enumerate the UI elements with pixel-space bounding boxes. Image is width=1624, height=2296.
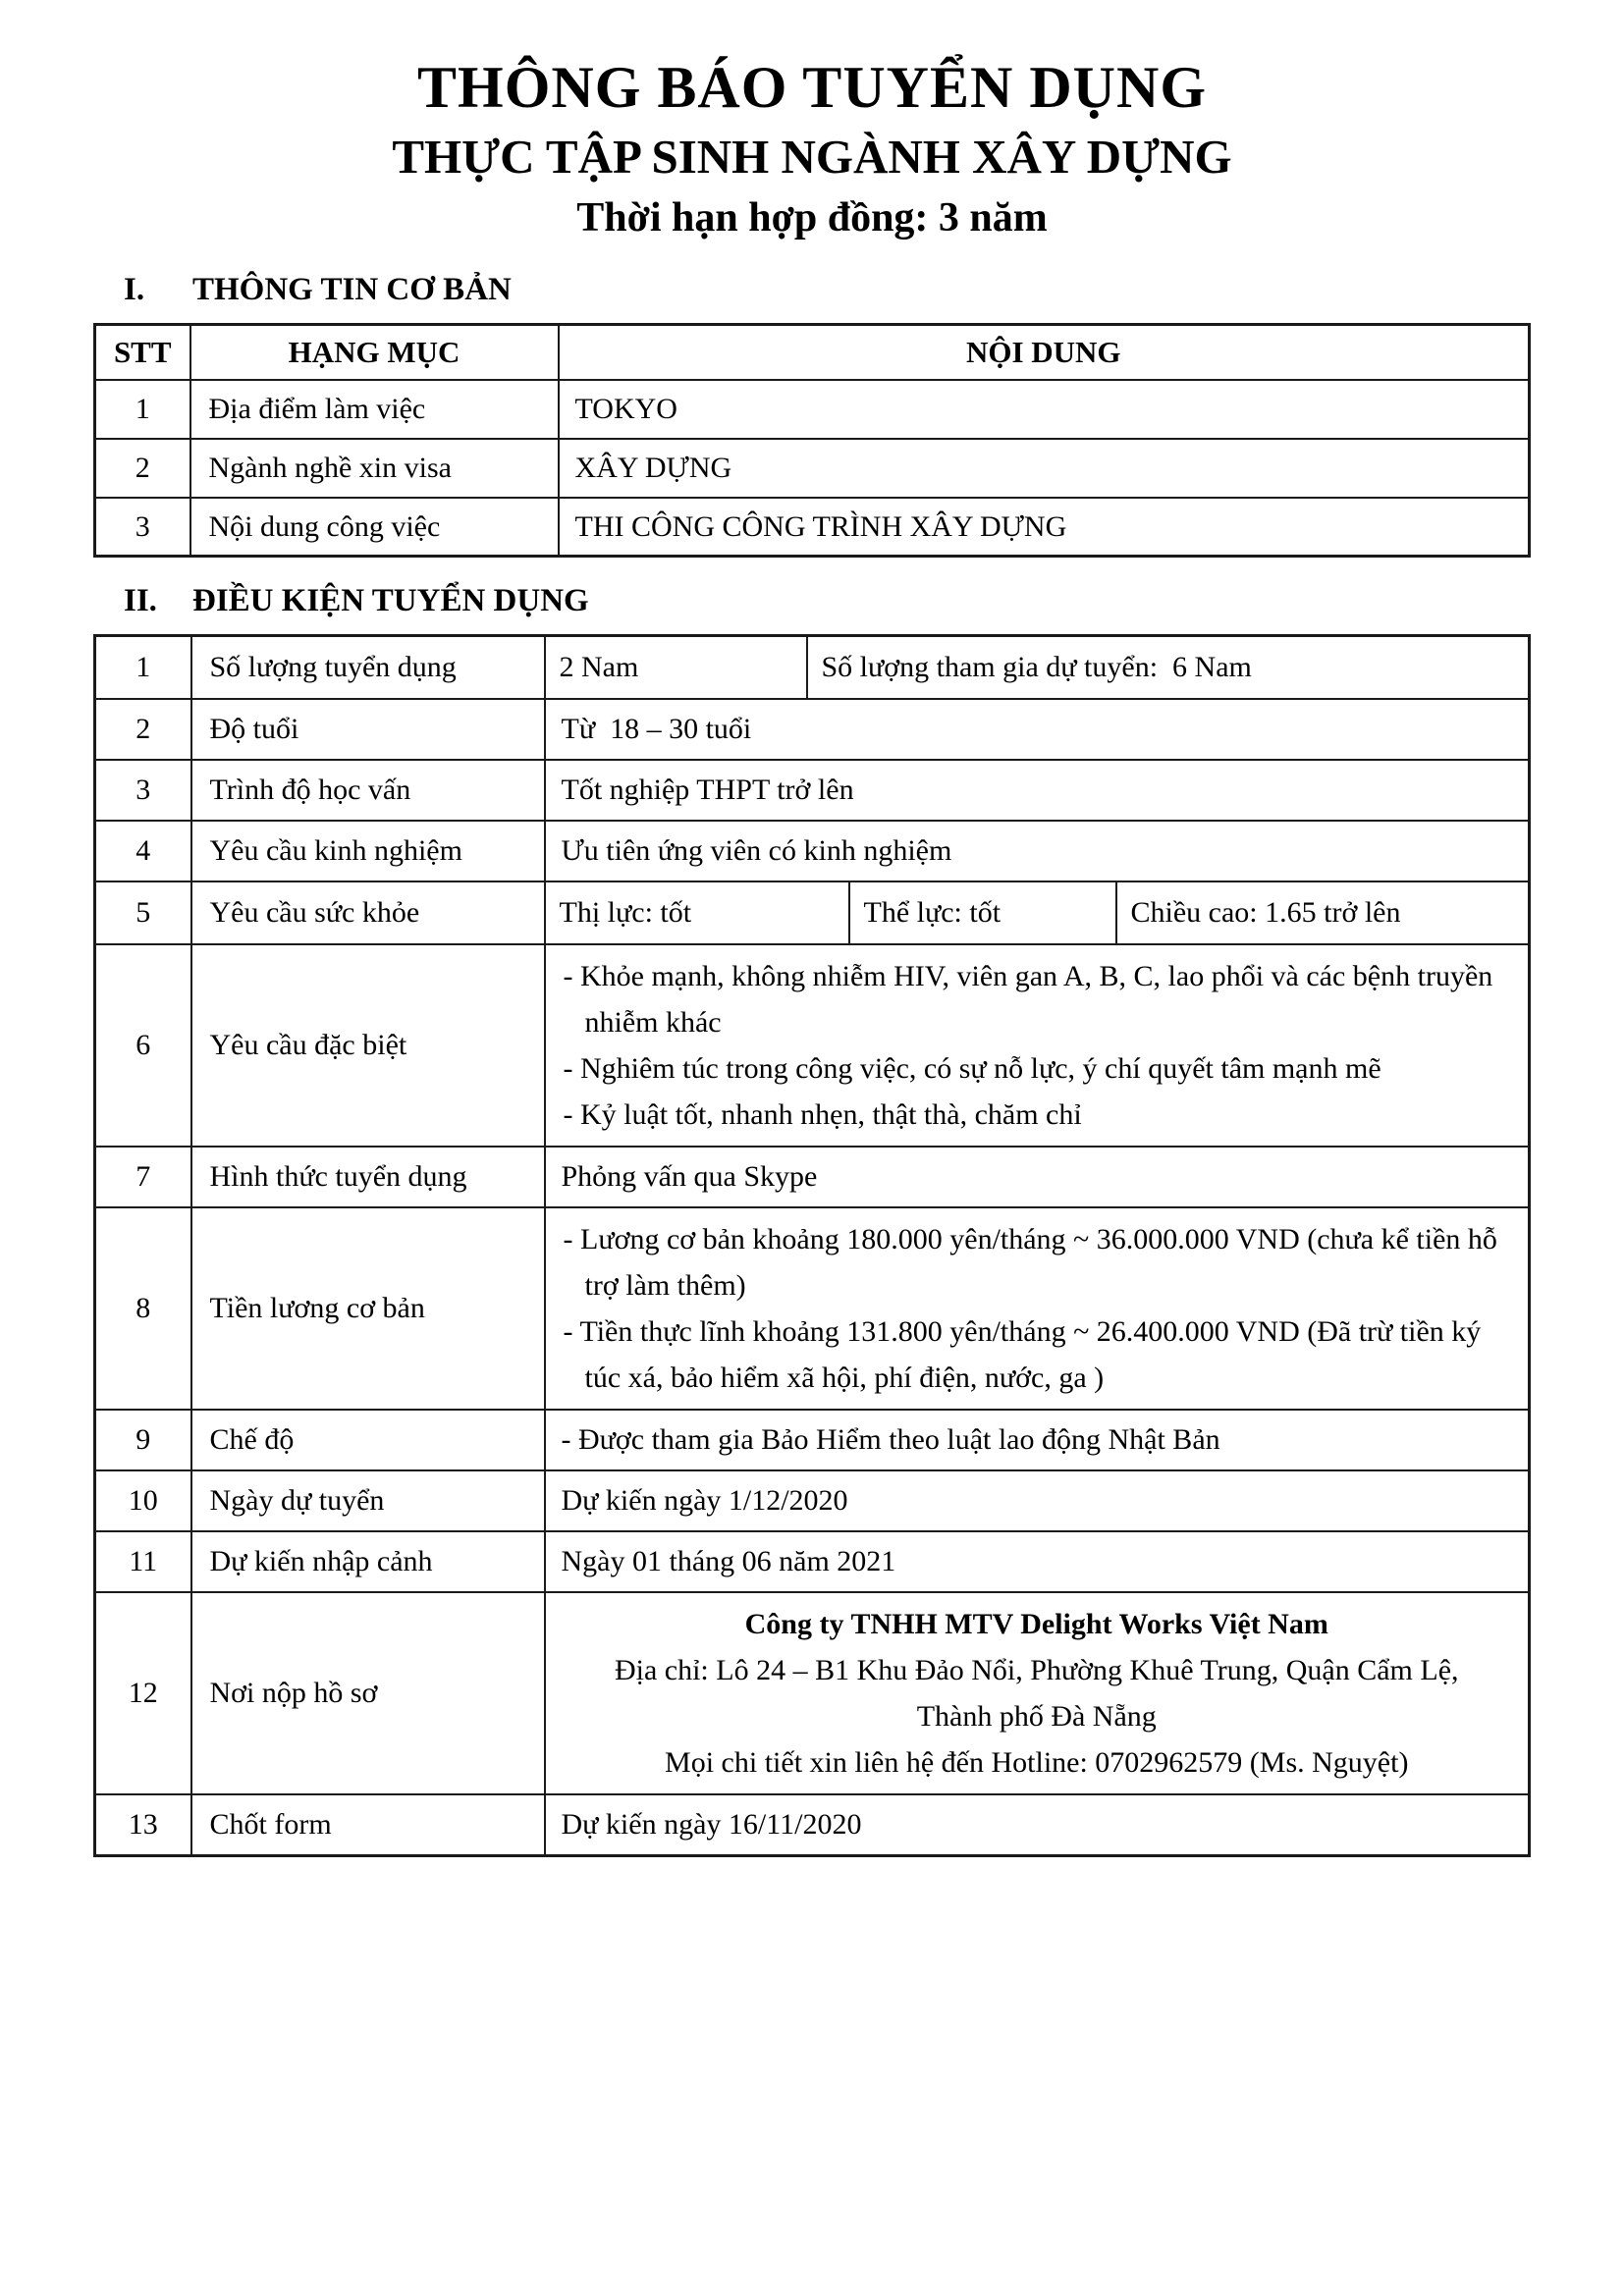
section-2-heading bbox=[124, 583, 1624, 619]
row-stt: 7 bbox=[95, 1147, 191, 1207]
fitness-cell: Thể lực: tốt bbox=[848, 882, 1115, 943]
row-stt: 11 bbox=[95, 1531, 191, 1592]
row-stt: 6 bbox=[95, 944, 191, 1147]
table-row bbox=[95, 760, 1530, 821]
title-block bbox=[0, 0, 1624, 246]
row-value: Tốt nghiệp THPT trở lên bbox=[545, 760, 1530, 821]
height-cell: Chiều cao: 1.65 trở lên bbox=[1115, 882, 1529, 943]
row-label: Yêu cầu đặc biệt bbox=[191, 944, 545, 1147]
table-row bbox=[95, 1147, 1530, 1207]
special-requirement-item: - Khỏe mạnh, không nhiễm HIV, viên gan A, B, C, lao phổi và các bệnh truyền nhiễm khác bbox=[563, 960, 1500, 1040]
row-label: Trình độ học vấn bbox=[191, 760, 545, 821]
row-stt: 1 bbox=[95, 380, 190, 439]
row-value bbox=[545, 881, 1530, 944]
row-value bbox=[545, 1207, 1530, 1410]
section-2-title: ĐIỀU KIỆN TUYỂN DỤNG bbox=[192, 583, 589, 619]
row-value: Ưu tiên ứng viên có kinh nghiệm bbox=[545, 821, 1530, 881]
row-label: Độ tuổi bbox=[191, 699, 545, 760]
row-stt: 5 bbox=[95, 881, 191, 944]
row-value bbox=[545, 944, 1530, 1147]
quantity-cell: 2 Nam bbox=[559, 651, 639, 684]
basic-info-table bbox=[93, 323, 1531, 558]
document-title: THÔNG BÁO TUYỂN DỤNG bbox=[417, 55, 1207, 120]
table-row bbox=[95, 944, 1530, 1147]
participants-cell: Số lượng tham gia dự tuyển: 6 Nam bbox=[806, 637, 1529, 698]
row-label: Chốt form bbox=[191, 1794, 545, 1855]
row-value bbox=[545, 636, 1530, 700]
row-value: TOKYO bbox=[559, 380, 1530, 439]
salary-item: - Tiền thực lĩnh khoảng 131.800 yên/tháng ~ 26.400.000 VND (Đã trừ tiền ký túc xá, bảo hiểm xã hội, phí điện, nước, ga ) bbox=[563, 1315, 1489, 1395]
document-subtitle: THỰC TẬP SINH NGÀNH XÂY DỰNG bbox=[392, 130, 1232, 184]
row-stt: 12 bbox=[95, 1592, 191, 1794]
row-stt: 13 bbox=[95, 1794, 191, 1855]
row-value bbox=[545, 1592, 1530, 1794]
row-label: Địa điểm làm việc bbox=[190, 380, 559, 439]
row-stt: 3 bbox=[95, 498, 190, 557]
table-row bbox=[95, 1531, 1530, 1592]
header-noi-dung: NỘI DUNG bbox=[559, 325, 1530, 380]
row-label: Nơi nộp hồ sơ bbox=[191, 1592, 545, 1794]
special-requirement-item: - Nghiêm túc trong công việc, có sự nỗ lực, ý chí quyết tâm mạnh mẽ bbox=[563, 1052, 1381, 1086]
row-label: Dự kiến nhập cảnh bbox=[191, 1531, 545, 1592]
row-label: Yêu cầu kinh nghiệm bbox=[191, 821, 545, 881]
table-row bbox=[95, 821, 1530, 881]
row-stt: 3 bbox=[95, 760, 191, 821]
row-label: Tiền lương cơ bản bbox=[191, 1207, 545, 1410]
table-row bbox=[95, 636, 1530, 700]
row-stt: 2 bbox=[95, 699, 191, 760]
row-label: Ngành nghề xin visa bbox=[190, 439, 559, 498]
row-stt: 8 bbox=[95, 1207, 191, 1410]
split-cells bbox=[546, 637, 1529, 698]
table-row bbox=[95, 1207, 1530, 1410]
table-row bbox=[95, 881, 1530, 944]
row-stt: 9 bbox=[95, 1410, 191, 1470]
row-value: THI CÔNG CÔNG TRÌNH XÂY DỰNG bbox=[559, 498, 1530, 557]
row-value: Ngày 01 tháng 06 năm 2021 bbox=[545, 1531, 1530, 1592]
table-row bbox=[95, 1410, 1530, 1470]
company-name: Công ty TNHH MTV Delight Works Việt Nam bbox=[744, 1608, 1328, 1641]
section-2-number: II. bbox=[124, 583, 157, 619]
row-value: Dự kiến ngày 16/11/2020 bbox=[545, 1794, 1530, 1855]
special-requirement-item: - Kỷ luật tốt, nhanh nhẹn, thật thà, chăm chỉ bbox=[563, 1098, 1082, 1132]
salary-item: - Lương cơ bản khoảng 180.000 yên/tháng ~ 36.000.000 VND (chưa kể tiền hỗ trợ làm thêm) bbox=[563, 1223, 1505, 1303]
row-value: XÂY DỰNG bbox=[559, 439, 1530, 498]
contract-term: Thời hạn hợp đồng: 3 năm bbox=[576, 194, 1048, 240]
section-1-title: THÔNG TIN CƠ BẢN bbox=[192, 272, 512, 308]
row-stt: 2 bbox=[95, 439, 190, 498]
row-label: Chế độ bbox=[191, 1410, 545, 1470]
row-value: Phỏng vấn qua Skype bbox=[545, 1147, 1530, 1207]
vision-cell: Thị lực: tốt bbox=[559, 896, 692, 930]
row-stt: 10 bbox=[95, 1470, 191, 1531]
company-address-line-1: Địa chỉ: Lô 24 – B1 Khu Đảo Nổi, Phường Khuê Trung, Quận Cẩm Lệ, bbox=[614, 1654, 1459, 1687]
table-row bbox=[95, 1470, 1530, 1531]
table-row bbox=[95, 699, 1530, 760]
row-stt: 4 bbox=[95, 821, 191, 881]
table-row bbox=[95, 439, 1530, 498]
section-1-number: I. bbox=[124, 272, 145, 308]
row-label: Yêu cầu sức khỏe bbox=[191, 881, 545, 944]
row-value: Từ 18 – 30 tuổi bbox=[545, 699, 1530, 760]
recruitment-conditions-table bbox=[93, 634, 1531, 1857]
table-header-row bbox=[95, 325, 1530, 380]
section-1-heading bbox=[124, 272, 1624, 308]
row-value: Dự kiến ngày 1/12/2020 bbox=[545, 1470, 1530, 1531]
header-stt: STT bbox=[95, 325, 190, 380]
table-row bbox=[95, 380, 1530, 439]
row-label: Hình thức tuyển dụng bbox=[191, 1147, 545, 1207]
row-label: Ngày dự tuyển bbox=[191, 1470, 545, 1531]
table-row bbox=[95, 1592, 1530, 1794]
row-label: Số lượng tuyển dụng bbox=[191, 636, 545, 700]
row-label: Nội dung công việc bbox=[190, 498, 559, 557]
company-address-line-2: Thành phố Đà Nẵng bbox=[916, 1700, 1157, 1734]
table-row bbox=[95, 1794, 1530, 1855]
row-value: - Được tham gia Bảo Hiểm theo luật lao động Nhật Bản bbox=[545, 1410, 1530, 1470]
split-cells bbox=[546, 882, 1529, 943]
table-row bbox=[95, 498, 1530, 557]
row-stt: 1 bbox=[95, 636, 191, 700]
header-hang-muc: HẠNG MỤC bbox=[190, 325, 559, 380]
hotline-line: Mọi chi tiết xin liên hệ đến Hotline: 0702962579 (Ms. Nguyệt) bbox=[665, 1746, 1409, 1780]
